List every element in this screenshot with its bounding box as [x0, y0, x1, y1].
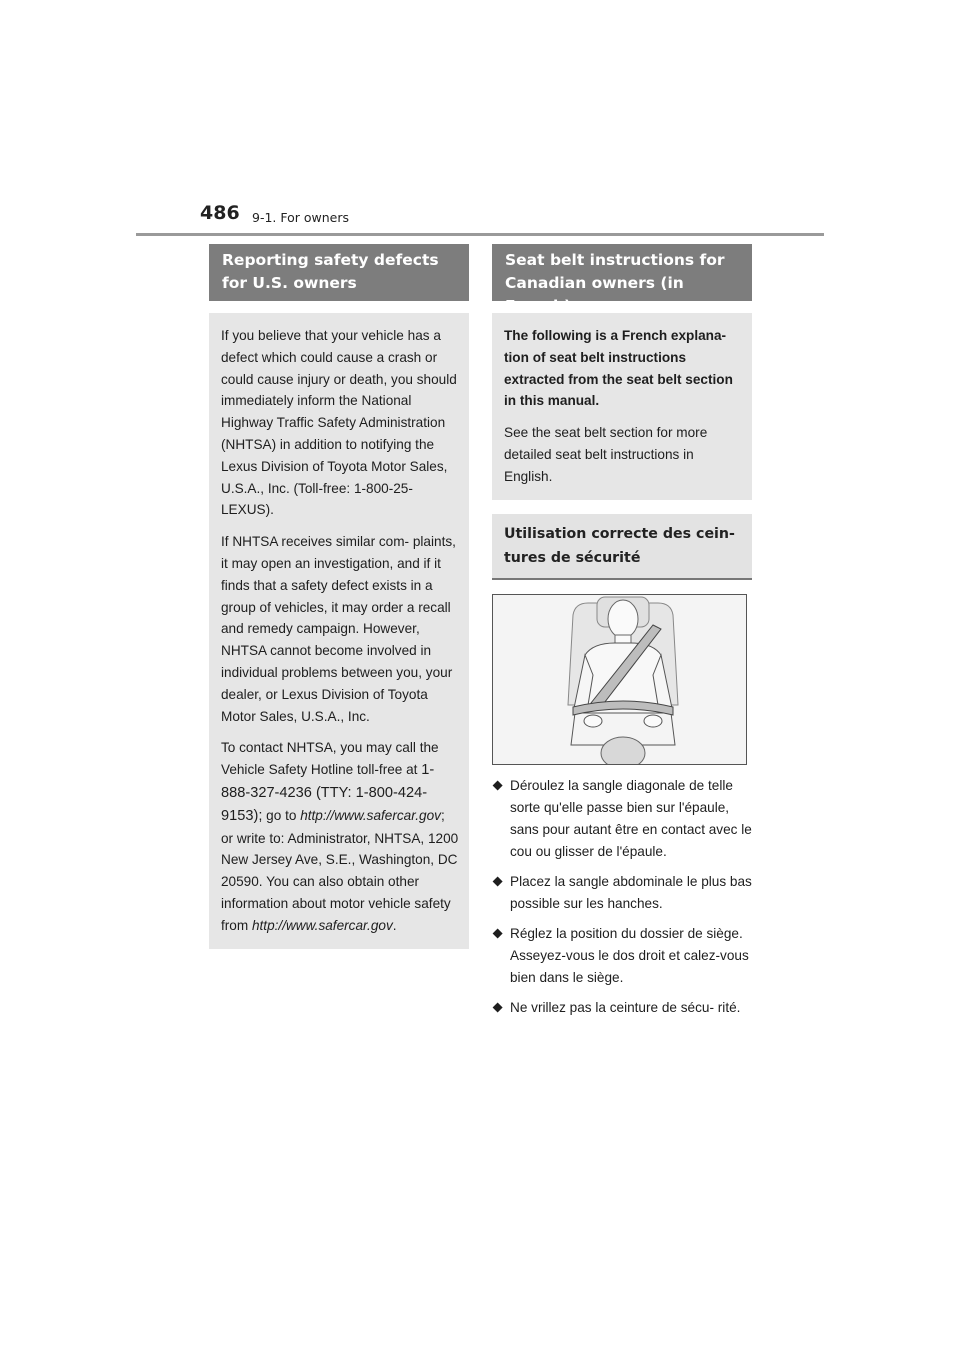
diamond-bullet-icon: ⯁ [492, 999, 504, 1016]
section-label: 9-1. For owners [252, 210, 350, 225]
page-number: 486 [200, 202, 240, 224]
list-item: ⯁ Réglez la position du dossier de siège. Asseyez-vous le dos droit et calez-vous bien dans le siège. [492, 923, 752, 989]
right-info-box [492, 313, 752, 500]
contact-text-end: . [392, 917, 397, 933]
french-subtitle: Utilisation correcte des cein- tures de sécurité [492, 514, 752, 580]
header-rule [136, 233, 824, 236]
contact-text-c: ; or write to: Administrator, NHTSA, 1200 New Jersey Ave, S.E., Washington, DC 20590. You can also obtain other information about motor vehicle safety from [221, 807, 459, 933]
left-info-box [209, 313, 469, 949]
contact-text-b: go to [266, 807, 297, 823]
right-section-title: Seat belt instructions for Canadian owners (in French) [492, 244, 752, 301]
diamond-bullet-icon: ⯁ [492, 777, 504, 794]
safercar-link-2[interactable]: http://www.safercar.gov [251, 917, 393, 933]
contact-text-a: To contact NHTSA, you may call the Vehicle Safety Hotline toll-free at [221, 740, 439, 778]
left-section-title: Reporting safety defects for U.S. owners [209, 244, 469, 301]
right-paragraph-1: The following is a French explana- tion of seat belt instructions extracted from the seat belt section in this manual. [504, 328, 733, 409]
instruction-list [492, 775, 752, 1019]
list-item: ⯁ Ne vrillez pas la ceinture de sécu- rité. [492, 997, 752, 1019]
diamond-bullet-icon: ⯁ [492, 925, 504, 942]
right-column [492, 244, 752, 1027]
right-paragraph-2: See the seat belt section for more detailed seat belt instructions in English. [504, 425, 708, 484]
left-paragraph-3 [221, 737, 459, 936]
seatbelt-illustration [492, 594, 747, 765]
list-item: ⯁ Placez la sangle abdominale le plus bas possible sur les hanches. [492, 871, 752, 915]
list-item: ⯁ Déroulez la sangle diagonale de telle sorte qu'elle passe bien sur l'épaule, sans pour autant être en contact avec le cou ou glisser de l'épaule. [492, 775, 752, 863]
left-paragraph-2: If NHTSA receives similar com- plaints, it may open an investigation, and if it finds that a safety defect exists in a group of vehicles, it may order a recall and remedy campaign. However, NHTSA cannot become involved in individual problems between you, your dealer, or Lexus Division of Toyota Motor Sales, U.S.A., Inc. [221, 534, 456, 724]
left-paragraph-1: If you believe that your vehicle has a defect which could cause a crash or could cause injury or death, you should immediately inform the National Highway Traffic Safety Administration (NHTSA) in addition to notifying the Lexus Division of Toyota Motor Sales, U.S.A., Inc. (Toll-free: 1-800-25-LEXUS). [221, 328, 457, 518]
left-column [209, 244, 469, 949]
diamond-bullet-icon: ⯁ [492, 873, 504, 890]
safercar-link-1[interactable]: http://www.safercar.gov [300, 807, 441, 823]
hotline-number: 1-888-327-4236 (TTY: 1-800-424-9153); [221, 762, 435, 824]
